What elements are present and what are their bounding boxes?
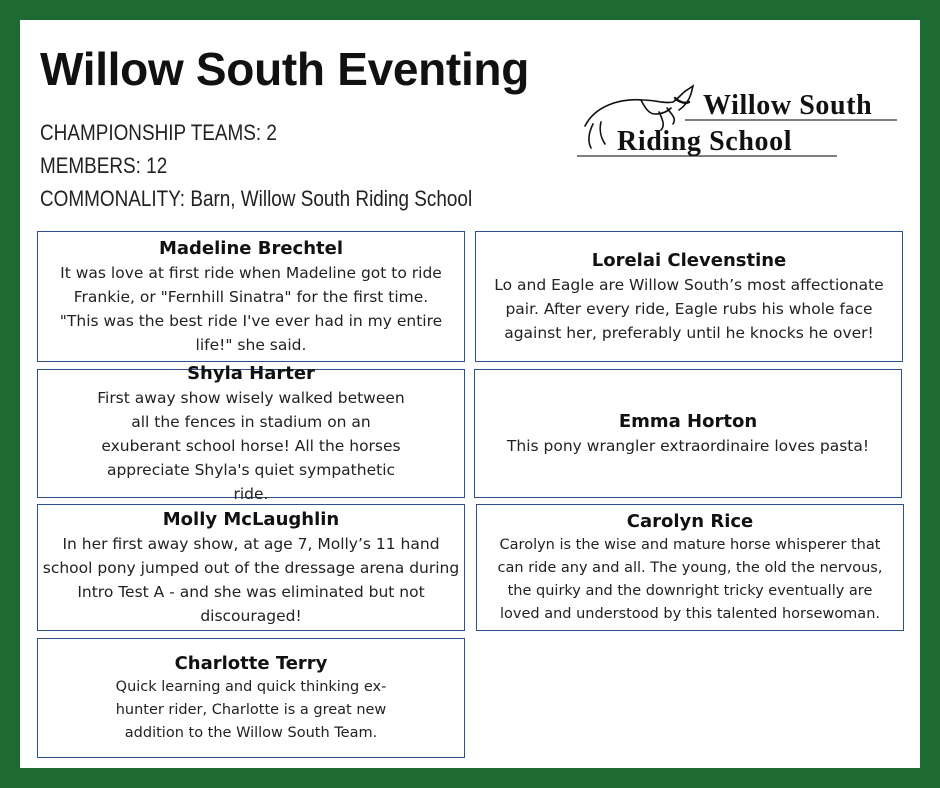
- stat-members: MEMBERS: 12: [40, 153, 168, 178]
- member-card-charlotte: [37, 638, 465, 758]
- member-desc: Quick learning and quick thinking ex-hunter rider, Charlotte is a great new addition to the Willow South Team.: [115, 678, 387, 741]
- logo-line2: Riding School: [617, 126, 793, 157]
- member-desc: In her first away show, at age 7, Molly’s 11 hand school pony jumped out of the dressage arena during Intro Test A - and she was eliminated but not discouraged!: [42, 534, 460, 625]
- member-name: Charlotte Terry: [174, 652, 328, 674]
- member-name: Lorelai Clevenstine: [591, 249, 787, 271]
- member-card-carolyn: [476, 504, 904, 631]
- member-name: Shyla Harter: [187, 362, 315, 384]
- member-name: Emma Horton: [618, 410, 758, 432]
- member-desc: This pony wrangler extraordinaire loves pasta!: [506, 436, 870, 455]
- member-name: Carolyn Rice: [626, 510, 754, 532]
- member-card-shyla: [37, 362, 465, 503]
- member-desc: Carolyn is the wise and mature horse whisperer that can ride any and all. The young, the old the nervous, the quirky and the downright tricky eventually are loved and understood by this talented horsewoman.: [497, 536, 883, 622]
- member-desc: First away show wisely walked between all the fences in stadium on an exuberant school horse! All the horses appreciate Shyla's quiet sympathetic ride.: [97, 388, 405, 503]
- member-name: Madeline Brechtel: [158, 237, 344, 259]
- member-desc: Lo and Eagle are Willow South’s most affectionate pair. After every ride, Eagle rubs his whole face against her, preferably until he knocks he over!: [494, 275, 884, 342]
- stat-championship-teams: CHAMPIONSHIP TEAMS: 2: [40, 120, 277, 145]
- stat-commonality: COMMONALITY: Barn, Willow South Riding School: [40, 186, 473, 211]
- member-card-emma: [474, 369, 902, 498]
- member-desc: It was love at first ride when Madeline got to ride Frankie, or "Fernhill Sinatra" for the first time. "This was the best ride I've ever had in my entire life!" she said.: [59, 263, 443, 354]
- member-card-molly: [37, 504, 465, 631]
- member-name: Molly McLaughlin: [162, 508, 340, 530]
- page-title: Willow South Eventing: [40, 43, 530, 95]
- member-card-lorelai: [475, 231, 903, 362]
- logo-line1: Willow South: [703, 90, 873, 121]
- member-card-madeline: [37, 231, 465, 362]
- poster: [20, 20, 920, 768]
- team-stats: [40, 116, 472, 215]
- riding-school-logo: [575, 78, 900, 160]
